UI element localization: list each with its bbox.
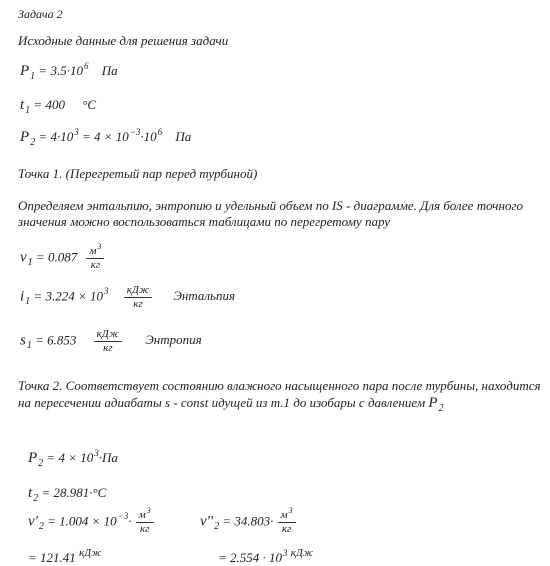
cut-row-right: = $2.554 \cdot 10^3$ $^{кДж}$ — [218, 547, 314, 565]
task-title: Задача 2 — [18, 7, 63, 21]
enthalpy-label: Энтальпия — [173, 288, 235, 304]
v1-equation: $v_1 = 0.087$ $\frac{м^3}{кг}$ — [20, 245, 104, 272]
point2-text-line2: на пересечении адиабаты s - const идущей из т.1 до изобары с давлением $P_2$ — [18, 395, 444, 414]
point1-text-line2: значения можно воспользоваться таблицами по перегретому пару — [18, 214, 391, 229]
v2-double-prime-unit-fraction: $\frac{м^3}{кг}$ — [278, 509, 296, 536]
cut-row-left: = 121.41 $^{кДж}$ — [28, 547, 102, 565]
i1-unit-fraction: $\frac{\text{кДж}}{кг}$ — [124, 284, 152, 311]
v2-double-prime-equation: $v''_2 = 34.803\cdot$ $\frac{м^3}{кг}$ — [200, 509, 296, 536]
entropy-label: Энтропия — [145, 332, 202, 348]
s1-unit-fraction: $\frac{\text{кДж}}{кг}$ — [94, 328, 122, 355]
v2-prime-equation: $v'_2 = 1.004 \times 10^{-3}\cdot$ $\frac{м^3}{кг}$ — [28, 509, 154, 536]
v1-unit-fraction: $\frac{м^3}{кг}$ — [86, 245, 104, 272]
v2-prime-unit-fraction: $\frac{м^3}{кг}$ — [136, 509, 154, 536]
p2b-equation: $P_2 = 4 \times 10^3\cdot Па$ — [28, 448, 118, 469]
point1-text-line1: Определяем энтальпию, энтропию и удельный объем по IS - диаграмме. Для более точного — [18, 198, 523, 213]
i1-equation: $i_1 = 3.224 \times 10^3$ $\frac{\text{кДж}}{кг}$ Энтальпия — [20, 284, 235, 310]
p1-equation: $P_1 = 3.5\cdot 10^6$ Па — [20, 61, 118, 82]
s1-equation: $s_1 = 6.853$ $\frac{\text{кДж}}{кг}$ Энтропия — [20, 328, 202, 354]
point2-text-line1: Точка 2. Соответствует состоянию влажного насыщенного пара после турбины, находится — [18, 378, 541, 393]
initial-data-heading: Исходные данные для решения задачи — [18, 33, 229, 48]
t1-equation: $t_1 = 400$ °C — [20, 97, 97, 116]
t2-equation: $t_2 = 28.981\cdot^\circ C$ — [28, 485, 107, 504]
p2-equation: $P_2 = 4\cdot 10^3 = 4 \times 10^{-3}\cdot 10^6$ Па — [20, 127, 192, 148]
point1-heading: Точка 1. (Перегретый пар перед турбиной) — [18, 166, 258, 181]
